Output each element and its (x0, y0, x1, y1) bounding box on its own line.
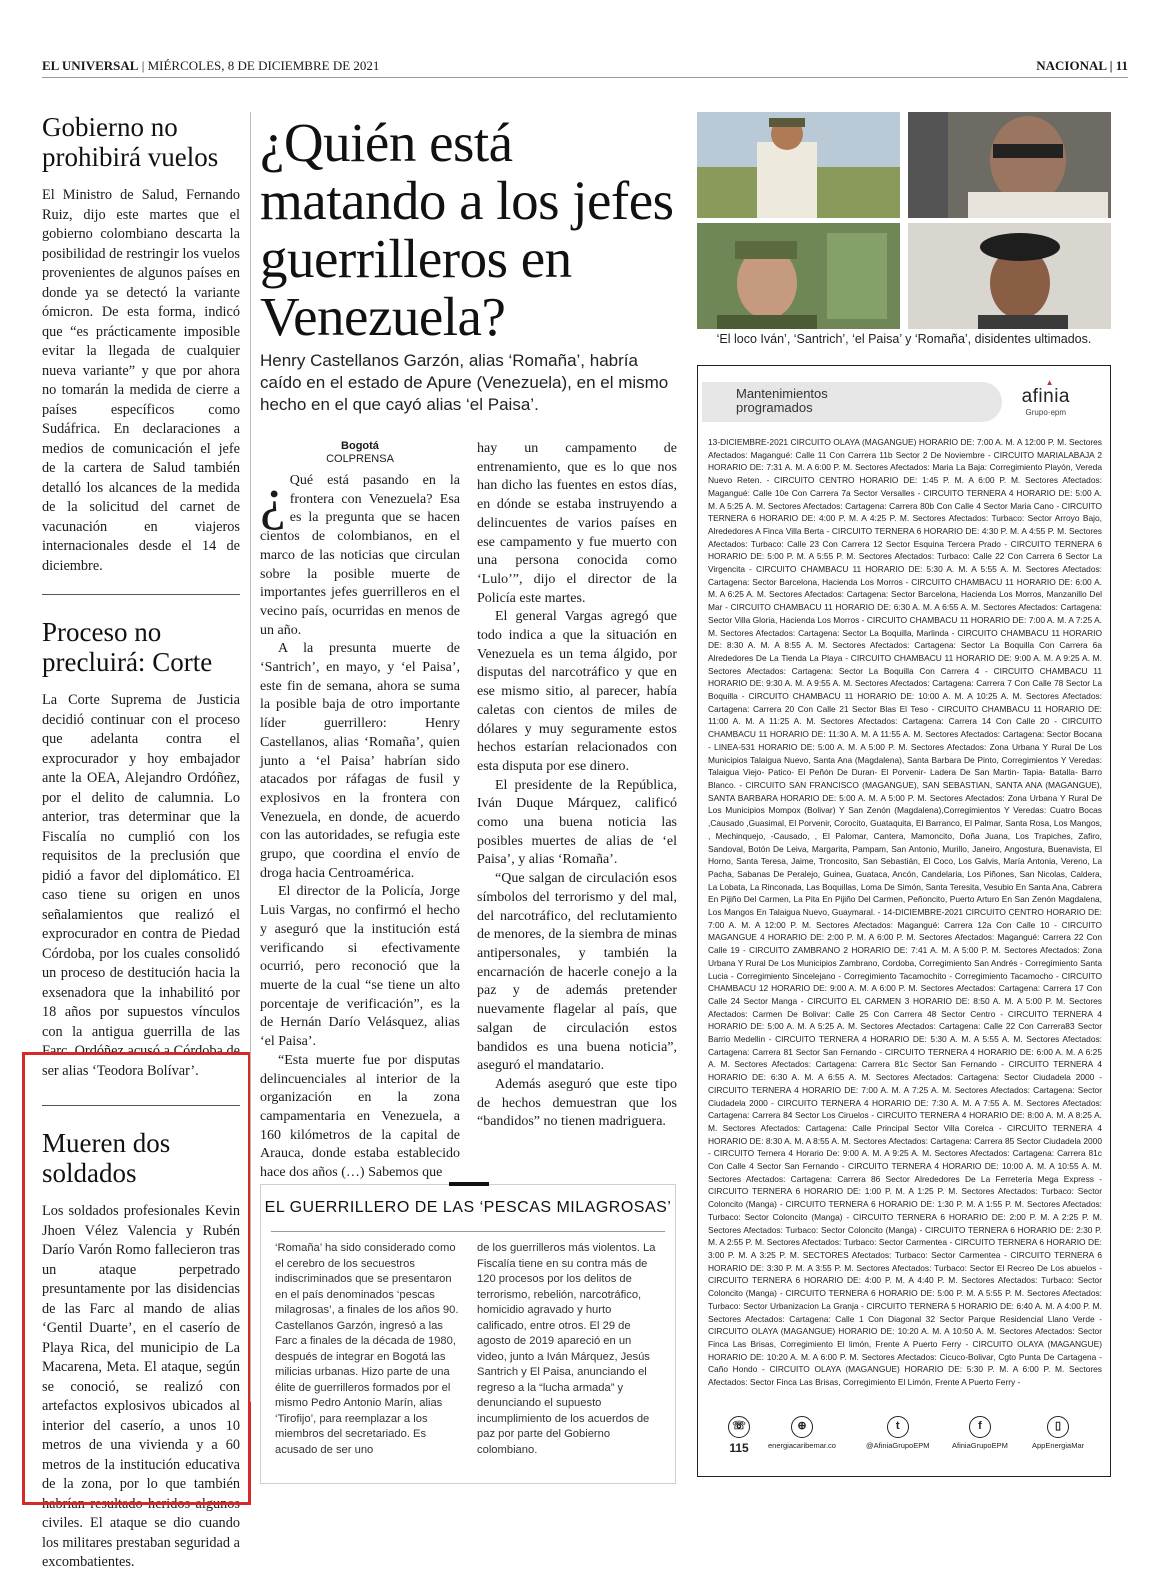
headset-icon: ☏ (728, 1416, 750, 1438)
dateline (260, 440, 460, 466)
sidebar-accent-bar (449, 1182, 489, 1186)
logo-name: afinia (1021, 386, 1070, 407)
afinia-logo (1021, 378, 1070, 417)
ad-contact-twitter (866, 1416, 929, 1450)
article-paragraph: “Que salgan de circulación esos símbolos del terrorismo y del mal, del narcotráfico, del reclutamiento de menores, de la siembra de minas antipersonales, y también la encarnación de hacerle conejo a la paz y de además pretender nuevamente flagelar al país, que salgan de circulación estos bandidos es una buena noticia”, aseguró el mandatario. (477, 871, 677, 1074)
article-paragraph-text: Qué está pasando en la frontera con Venezuela? Esa es la pregunta que se hacen cientos de colombianos, en el marco de las noticias que circulan sobre la posible muerte de importantes jefes guerrilleros en el vecino país, ocurridas en menos de un año. (260, 473, 460, 638)
page-header (42, 56, 1128, 78)
dateline-source: COLPRENSA (326, 453, 394, 465)
article-paragraph: El director de la Policía, Jorge Luis Vargas, no confirmó el hecho y aseguró que la institución está verificando si efectivamente ocurrió, pero reconoció que la muerte de la cual “se tiene un alto porcentaje de verificación”, es la de Hernán Darío Velásquez, alias ‘el Paisa’. (260, 884, 460, 1050)
ad-contact-web (768, 1416, 836, 1450)
photo-caption: ‘El loco Iván’, ‘Santrich’, ‘el Paisa’ y ‘Romaña’, disidentes ultimados. (716, 332, 1092, 346)
article-paragraph: A la presunta muerte de ‘Santrich’, en mayo, y ‘el Paisa’, este fin de semana, ahora se suma la posible baja de otro importante líder guerrillero: Henry Castellanos, alias ‘Romaña’, quien junto a ‘el Paisa’ habrían sido atacados por ráfagas de fusil y explosivos en la frontera con Venezuela, en donde, de acuerdo con las autoridades, se refugia este grupo, que coordina el envío de droga hacia Centroamérica. (260, 641, 460, 881)
header-right: NACIONAL | 11 (1036, 58, 1128, 73)
photo-el-loco-ivan (697, 112, 900, 218)
ad-banner (702, 382, 1002, 422)
brief-body: La Corte Suprema de Justicia decidió continuar con el proceso que adelanta contra el exprocurador y hoy embajador ante la OEA, Alejandro Ordóñez, por el delito de calumnia. Lo anterior, tras determinar que la Fiscalía no cumplió con los requisitos de la preclusión que pidió a favor del diplomático. El caso tiene su origen en unos señalamientos que realizó el exprocurador en contra de Piedad Córdoba, por los cuales consolidó un proceso de destitución hacia la exsenadora que la inhabilitó por 18 años por supuestos vínculos con la antigua guerrilla de las Farc. Ordóñez acusó a Córdoba de ser alias ‘Teodora Bolívar’. (42, 692, 240, 1079)
sidebar-title: EL GUERRILLERO DE LAS ‘PESCAS MILAGROSAS’ (264, 1199, 672, 1216)
photo-el-paisa (697, 223, 900, 329)
divider (42, 594, 240, 595)
sidebar-column-1: ‘Romaña’ ha sido considerado como el cerebro de los secuestros indiscriminados que se presentaron en el país denominados ‘pescas milagrosas’, a finales de los años 90. Castellanos Garzón, ingresó a las Farc a finales de la década de 1980, después de integrar en Bogotá las milicias urbanas. Hizo parte de una élite de guerrilleros formados por el mismo Pedro Antonio Marín, alias ‘Tirofijo’, para reemplazar a los miembros del secretariado. Es acusado de ser uno (275, 1242, 459, 1456)
issue-date: MIÉRCOLES, 8 DE DICIEMBRE DE 2021 (147, 58, 380, 73)
photo-santrich (908, 112, 1111, 218)
sidebar-box (260, 1184, 676, 1484)
column-rule (250, 112, 251, 1402)
dateline-city: Bogotá (341, 440, 379, 452)
brief-body: El Ministro de Salud, Fernando Ruiz, dijo este martes que el gobierno colombiano descarta la posibilidad de restringir los vuelos provenientes de algunos países en donde ya se detectó la variante ómicron. De esta forma, indicó que “es prácticamente imposible evitar la llegada de cualquier nueva variante” y que por ahora no tomarán la medida de cierre a países específicos como Sudáfrica. En declaraciones a medios de comunicación el jefe de la cartera de Salud también detalló los alcances de la medida de la solicitud del carnet de vacunación en viajeros internacionales desde el 14 de diciembre. (42, 187, 240, 574)
article-column-2 (477, 440, 677, 1132)
facebook-icon: f (969, 1416, 991, 1438)
brief-title: Gobierno no prohibirá vuelos (42, 112, 219, 172)
article-paragraph: Además aseguró que este tipo de hechos demuestran que los “bandidos” no tienen madriguera. (477, 1076, 677, 1130)
ad-contact-app (1032, 1416, 1084, 1450)
ad-footer (728, 1414, 1100, 1468)
article-paragraph: El presidente de la República, Iván Duque Márquez, calificó como una buena noticia las posibles muertes de alias de ‘el Paisa’, y alias ‘Romaña’. (477, 777, 677, 868)
brief-title: Proceso no precluirá: Corte (42, 617, 213, 677)
logo-mark-icon: ▲ (1045, 378, 1054, 387)
article-deck: Henry Castellanos Garzón, alias ‘Romaña’, habría caído en el estado de Apure (Venezuela), en el mismo hecho en el que cayó alias ‘el Paisa’. (260, 351, 669, 414)
highlight-box (22, 1052, 251, 1505)
app-name: AppEnergiaMar (1032, 1441, 1085, 1450)
twitter-handle: @AfiniaGrupoEPM (866, 1441, 930, 1450)
ad-banner-text (736, 387, 828, 415)
page-number: 11 (1115, 58, 1128, 73)
article-paragraph: El general Vargas agregó que todo indica a que la situación en Venezuela es un tema álgido, por disputas del narcotráfico y que en ese mismo sitio, al parecer, había caletas con cientos de miles de dólares y muy seguramente estos hechos estarían relacionados con esta disputa por ese dinero. (477, 609, 677, 774)
sidebar-column-2: de los guerrilleros más violentos. La Fiscalía tiene en su contra más de 120 procesos por los delitos de terrorismo, rebelión, narcotráfico, homicidio agravado y hurto calificado, entre otros. El 29 de agosto de 2019 apareció en un video, junto a Iván Márquez, Jesús Santrich y El Paisa, anunciando el regreso a la “lucha armada” y denunciando el supuesto incumplimiento de los acuerdos de paz por parte del Gobierno colombiano. (477, 1242, 656, 1456)
article-column-1 (260, 440, 460, 1183)
ad-banner-line: Mantenimientos (736, 386, 828, 401)
brief-body: Los soldados profesionales Kevin Jhoen Vélez Valencia y Rubén Darío Varón Romo fallecieron tras un ataque perpetrado presuntamente por las disidencias de las Farc al mando de alias ‘Gentil Duarte’, en el caserío de Playa Rica, del municipio de La Macarena, Meta. El ataque, según se conoció, se realizó con artefactos explosivos ubicados al interior del caserío, a unos 10 metros de una vivienda y a 60 metros de la institución educativa de la zona, por lo que también habrían resultado heridos algunos civiles. El ataque se dio cuando los militares prestaban seguridad a excombatientes. (42, 1203, 240, 1570)
header-left: EL UNIVERSAL | MIÉRCOLES, 8 DE DICIEMBRE DE 2021 (42, 58, 380, 73)
maintenance-ad (697, 365, 1111, 1477)
article-paragraph: “Esta muerte fue por disputas delincuenciales al interior de la organización en la zona campamentaria en Venezuela, a 160 kilómetros de la capital de Arauca, donde estaba establecido hace dos años (…) Sabemos que (260, 1052, 460, 1181)
twitter-icon: t (887, 1416, 909, 1438)
article-headline: ¿Quién está matando a los jefes guerrilleros en Venezuela? (260, 112, 674, 347)
ad-banner-line: programados (736, 400, 813, 415)
article-paragraph (260, 466, 460, 640)
ad-contact-facebook (952, 1416, 1008, 1450)
smartphone-icon: ▯ (1047, 1416, 1069, 1438)
logo-subtitle: Grupo·epm (1025, 408, 1067, 417)
website: energiacaribemar.co (768, 1441, 836, 1450)
section-name: NACIONAL (1036, 58, 1107, 73)
ad-contact-phone (728, 1416, 750, 1455)
facebook-page: AfiniaGrupoEPM (952, 1441, 1008, 1450)
globe-icon: ⊕ (791, 1416, 813, 1438)
article-paragraph: hay un campamento de entrenamiento, que es lo que nos han dicho las fuentes en estos días, en dónde se estaba instruyendo a delincuentes de varios países en ese campamento y fue muerto con una persona conocida como ‘Lulo’”, dijo el director de la Policía este martes. (477, 441, 677, 606)
drop-cap: ¿ (260, 466, 286, 531)
newspaper-name: EL UNIVERSAL (42, 58, 139, 73)
brief-title: Mueren dos soldados (42, 1128, 171, 1188)
divider (271, 1231, 665, 1232)
phone-number: 115 (729, 1441, 749, 1455)
photo-romana (908, 223, 1111, 329)
photo-grid (697, 112, 1111, 327)
ad-schedule-text: 13-DICIEMBRE-2021 CIRCUITO OLAYA (MAGANGUE) HORARIO DE: 7:00 A. M. A 12:00 P. M. Sectores Afectados: Magangué: Calle 11 Con Carrera 11b Sector 2 De Noviembre - CIRCUITO MARIALABAJA 2 HORARIO DE: 7:31 A. M. A 6:00 P. M. Sectores Afectados: Maria La Baja: Corregimiento Playón, Vereda Nuevo Reten. - CIRCUITO CENTRO HORARIO DE: 1:45 P. M. A 6:00 P. M. Sectores Afectados: Magangué: Calle 10e Con Carrera 7a Sector Versalles - CIRCUITO TERNERA 4 HORARIO DE: 5:00 A. M. A 5:25 A. M. Sectores Afectados: Cartagena: Carrera 80b Con Calle 4 Sector Maria Cano - CIRCUITO TERNERA 6 HORARIO DE: 4:00 P. M. A 4:25 P. M. Sectores Afectados: Turbaco: Sector Arroyo Bajo, Alrededores A Finca Villa Berta - CIRCUITO TERNERA 6 HORARIO DE: 4:30 P. M. A 4:55 P. M. Sectores Afectados: Turbaco: Calle 23 Con Carrera 12 Sector Esquina Tercera Prado - CIRCUITO TERNERA 6 HORARIO DE: 5:00 P. M. A 5:55 P. M. Sectores Afectados: Turbaco: Calle 22 Con Carrera 6 Sector La Virgencita - CIRCUITO CHAMBACU 11 HORARIO DE: 5:30 A. M. A 5:55 A. M. Sectores Afectados: Cartagena: Sector Barcelona, Hacienda Los Morros - CIRCUITO CHAMBACU 11 HORARIO DE: 6:00 A. M. A 6:25 A. M. Sectores Afectados: Cartagena: Sector Barcelona, Hacienda Los Morros, Manzanillo Del Mar - CIRCUITO CHAMBACU 11 HORARIO DE: 6:30 A. M. A 6:55 A. M. Sectores Afectados: Cartagena: Sector Villa Gloria, Hacienda Los Morros - CIRCUITO CHAMBACU 11 HORARIO DE: 7:00 A. M. A 7:25 A. M. Sectores Afectados: Cartagena: Sector La Boquilla, Marlinda - CIRCUITO CHAMBACU 11 HORARIO DE: 8:30 A. M. A 8:55 A. M. Sectores Afectados: Cartagena: Sector La Boquilla Con Carrera 6a Alrededores De La Tienda La Playa - CIRCUITO CHAMBACU 11 HORARIO DE: 9:00 A. M. A 9:25 A. M. Sectores Afectados: Cartagena: Sector La Boquilla Con Carrera 4 - CIRCUITO CHAMBACU 11 HORARIO DE: 9:30 A. M. A 9:55 A. M. Sectores Afectados: Cartagena: Carrera 7 Con Calle 78 Sector La Boquilla - CIRCUITO CHAMBACU 11 HORARIO DE: 10:00 A. M. A 10:25 A. M. Sectores Afectados: Cartagena: Carrera 20 Con Calle 21 Sector Blas El Teso - CIRCUITO CHAMBACU 11 HORARIO DE: 11:00 A. M. A 11:25 A. M. Sectores Afectados: Cartagena: Carrera 14 Con Calle 20 - CIRCUITO CHAMBACU 11 HORARIO DE: 11:30 A. M. A 11:55 A. M. Sectores Afectados: Cartagena: Sector Bocana - LINEA-531 HORARIO DE: 5:00 A. M. A 5:00 P. M. Sectores Afectados: Zona Urbana Y Rural De Los Municipios Talaigua Nuevo, Santa Ana (Magdalena), Santa Barbara De Pinto, Corregimientos Y Veredas: Talaigua Viejo- Patico- El Peñón De Duran- El Porvenir- Ladera De San Martin- Tapia- Batalla- Barro Blanco. - CIRCUITO SAN FRANCISCO (MAGANGUE), SAN SEBASTIAN, SANTA ANA (MAGANGUE), SANTA BARBARA HORARIO DE: 5:00 A. M. A 5:00 P. M. Sectores Afectados: Zona Urbana Y Rural De Los Municipios Mompox (Bolivar) Y San Zenón (Magdalena),Corregimientos Y Veredas: Cuatro Bocas ,Causado ,Guasimal, El Porvenir, Corocito, Guataquita, El Barranco, El Palmar, Santa Rosa, Los Mangos, , Mechinquejo, -Causado, , El Palomar, Cantera, Mamoncito, Doña Juana, Los Trapiches, Zafiro, Sandoval, Botón De Leiva, Margarita, Pampam, San Antonio, Murillo, Janeiro, Angostura, Buenavista, El Horno, Santa Teresa, Jaime, Troncosito, San Sebastián, El Coco, Los Galvis, María Antonia, Vereno, La Pacha, Sabanas De Peralejo, Guinea, Guataca, Ancón, Candelaria, Los Piñones, San Nicolas, Caldera, La Lobata, La Rinconada, Las Boquillas, Loma De Simón, Santa Teresita, Vesubio En Santa Ana, Cabrera En Pijiño Del Carmen, La Pita En Pijiño Del Carmen, Peñoncito, Puerto Arturo En San Zenón Magdalena, Los Mangos En Talaigua Nuevo, Guaymaral. - 14-DICIEMBRE-2021 CIRCUITO CENTRO HORARIO DE: 7:00 A. M. A 12:00 P. M. Sectores Afectados: Magangué: Carrera 12a Con Calle 10 - CIRCUITO MAGANGUE 4 HORARIO DE: 2:00 P. M. A 6:00 P. M. Sectores Afectados: Magangué: Carrera 22 Con Calle 19 - CIRCUITO ZAMBRANO 2 HORARIO DE: 7:41 A. M. A 5:00 P. M. Sectores Afectados: Zona Urbana Y Rural De Los Municipios Zambrano, Cordoba, Corregimiento San Andrés - Corregimiento Santa Lucia - Corregimiento Sincelejano - Corregimiento Tacamochito - Corregimiento Tacamocho - CIRCUITO CHAMBACU 12 HORARIO DE: 9:00 A. M. A 6:00 P. M. Sectores Afectados: Cartagena: Carrera 17 Con Calle 24 Sector Manga - CIRCUITO EL CARMEN 3 HORARIO DE: 8:50 A. M. A 5:00 P. M. Sectores Afectados: Carmen De Bolivar: Calle 25 Con Carrera 48 Sector Centro - CIRCUITO TERNERA 4 HORARIO DE: 5:00 A. M. A 5:25 A. M. Sectores Afectados: Cartagena: Calle 22 Con Carrera83 Sector Barrio Medellin - CIRCUITO TERNERA 4 HORARIO DE: 5:30 A. M. A 5:55 A. M. Sectores Afectados: Cartagena: Carrera 81 Sector San Fernando - CIRCUITO TERNERA 4 HORARIO DE: 6:00 A. M. A 6:25 A. M. Sectores Afectados: Cartagena: Carrera 81c Sector San Fernando - CIRCUITO TERNERA 4 HORARIO DE: 6:30 A. M. A 6:55 A. M. Sectores Afectados: Cartagena: Sector Ciudadela 2000 - CIRCUITO TERNERA 4 HORARIO DE: 7:00 A. M. A 7:25 A. M. Sectores Afectados: Cartagena: Sector Ciudadela 2000 - CIRCUITO TERNERA 4 HORARIO DE: 7:30 A. M. A 7:55 A. M. Sectores Afectados: Cartagena: Carrera 84 Sector Los Ciruelos - CIRCUITO TERNERA 4 HORARIO DE: 8:00 A. M. A 8:25 A. M. Sectores Afectados: Cartagena: Calle Principal Sector Villa Corelca - CIRCUITO TERNERA 4 HORARIO DE: 8:30 A. M. A 8:55 A. M. Sectores Afectados: Cartagena: Carrera 85 Sector Ciudadela 2000 - CIRCUITO Ternera 4 Horario De: 9:00 A. M. A 9:25 A. M. Sectores Afectados: Cartagena: Carrera 81c Con Calle 4 Sector San Fernando - CIRCUITO TERNERA 4 HORARIO DE: 10:00 A. M. A 10:55 A. M. Sectores Afectados: Cartagena: Carrera 86 Sector Alrededores De La Ferretería Mega Express - CIRCUITO TERNERA 6 HORARIO DE: 1:00 P. M. A 1:25 P. M. Sectores Afectados: Turbaco: Sector Coloncito (Manga) - CIRCUITO TERNERA 6 HORARIO DE: 1:30 P. M. A 1:55 P. M. Sectores Afectados: Turbaco: Sector Coloncito (Manga) - CIRCUITO TERNERA 6 HORARIO DE: 2:00 P. M. A 2:25 P. M. Sectores Afectados: Turbaco: Sector Coloncito (Manga) - CIRCUITO TERNERA 6 HORARIO DE: 2:30 P. M. A 2:55 P. M. Sectores Afectados: Turbaco: Sector Carmentea - CIRCUITO TERNERA 6 HORARIO DE: 3:00 P. M. A 3:25 P. M. SECTORES Afectados: Turbaco: Sector Carmentea - CIRCUITO TERNERA 6 HORARIO DE: 3:30 P. M. A 3:55 P. M. Sectores Afectados: Turbaco: Sector El Recreo De Los abuelos - CIRCUITO TERNERA 6 HORARIO DE: 4:00 P. M. A 4:40 P. M. Sectores Afectados: Turbaco: Sector Coloncito (Manga) - CIRCUITO TERNERA 6 HORARIO DE: 5:00 P. M. A 5:55 P. M. Sectores Afectados: Turbaco: Sector Urbanizacion La Granja - CIRCUITO TERNERA 5 HORARIO DE: 6:40 A. M. A 4:00 P. M. Sectores Afectados: Cartagena: Calle 1 Con Diagonal 32 Sector Parque Residencial Llano Verde - CIRCUITO OLAYA (MAGANGUE) HORARIO DE: 10:20 A. M. A 10:50 A. M. Sectores Afectados: Sector Finca Las Brisas, Corregimiento El limón, Frente A Puerto Ferry - CIRCUITO OLAYA (MAGANGUE) HORARIO DE: 10:20 A. M. A 6:00 P. M. Sectores Afectados: Cicuco-Bolivar, Cgto Punta De Cartagena - Caño Hondo - CIRCUITO OLAYA (MAGANGUE) HORARIO DE: 5:30 P. M. A 6:00 P. M. Sectores Afectados: Sector Finca Las Brisas, Corregimiento El Limón, Frente A Puerto Ferry - (708, 437, 1102, 1388)
